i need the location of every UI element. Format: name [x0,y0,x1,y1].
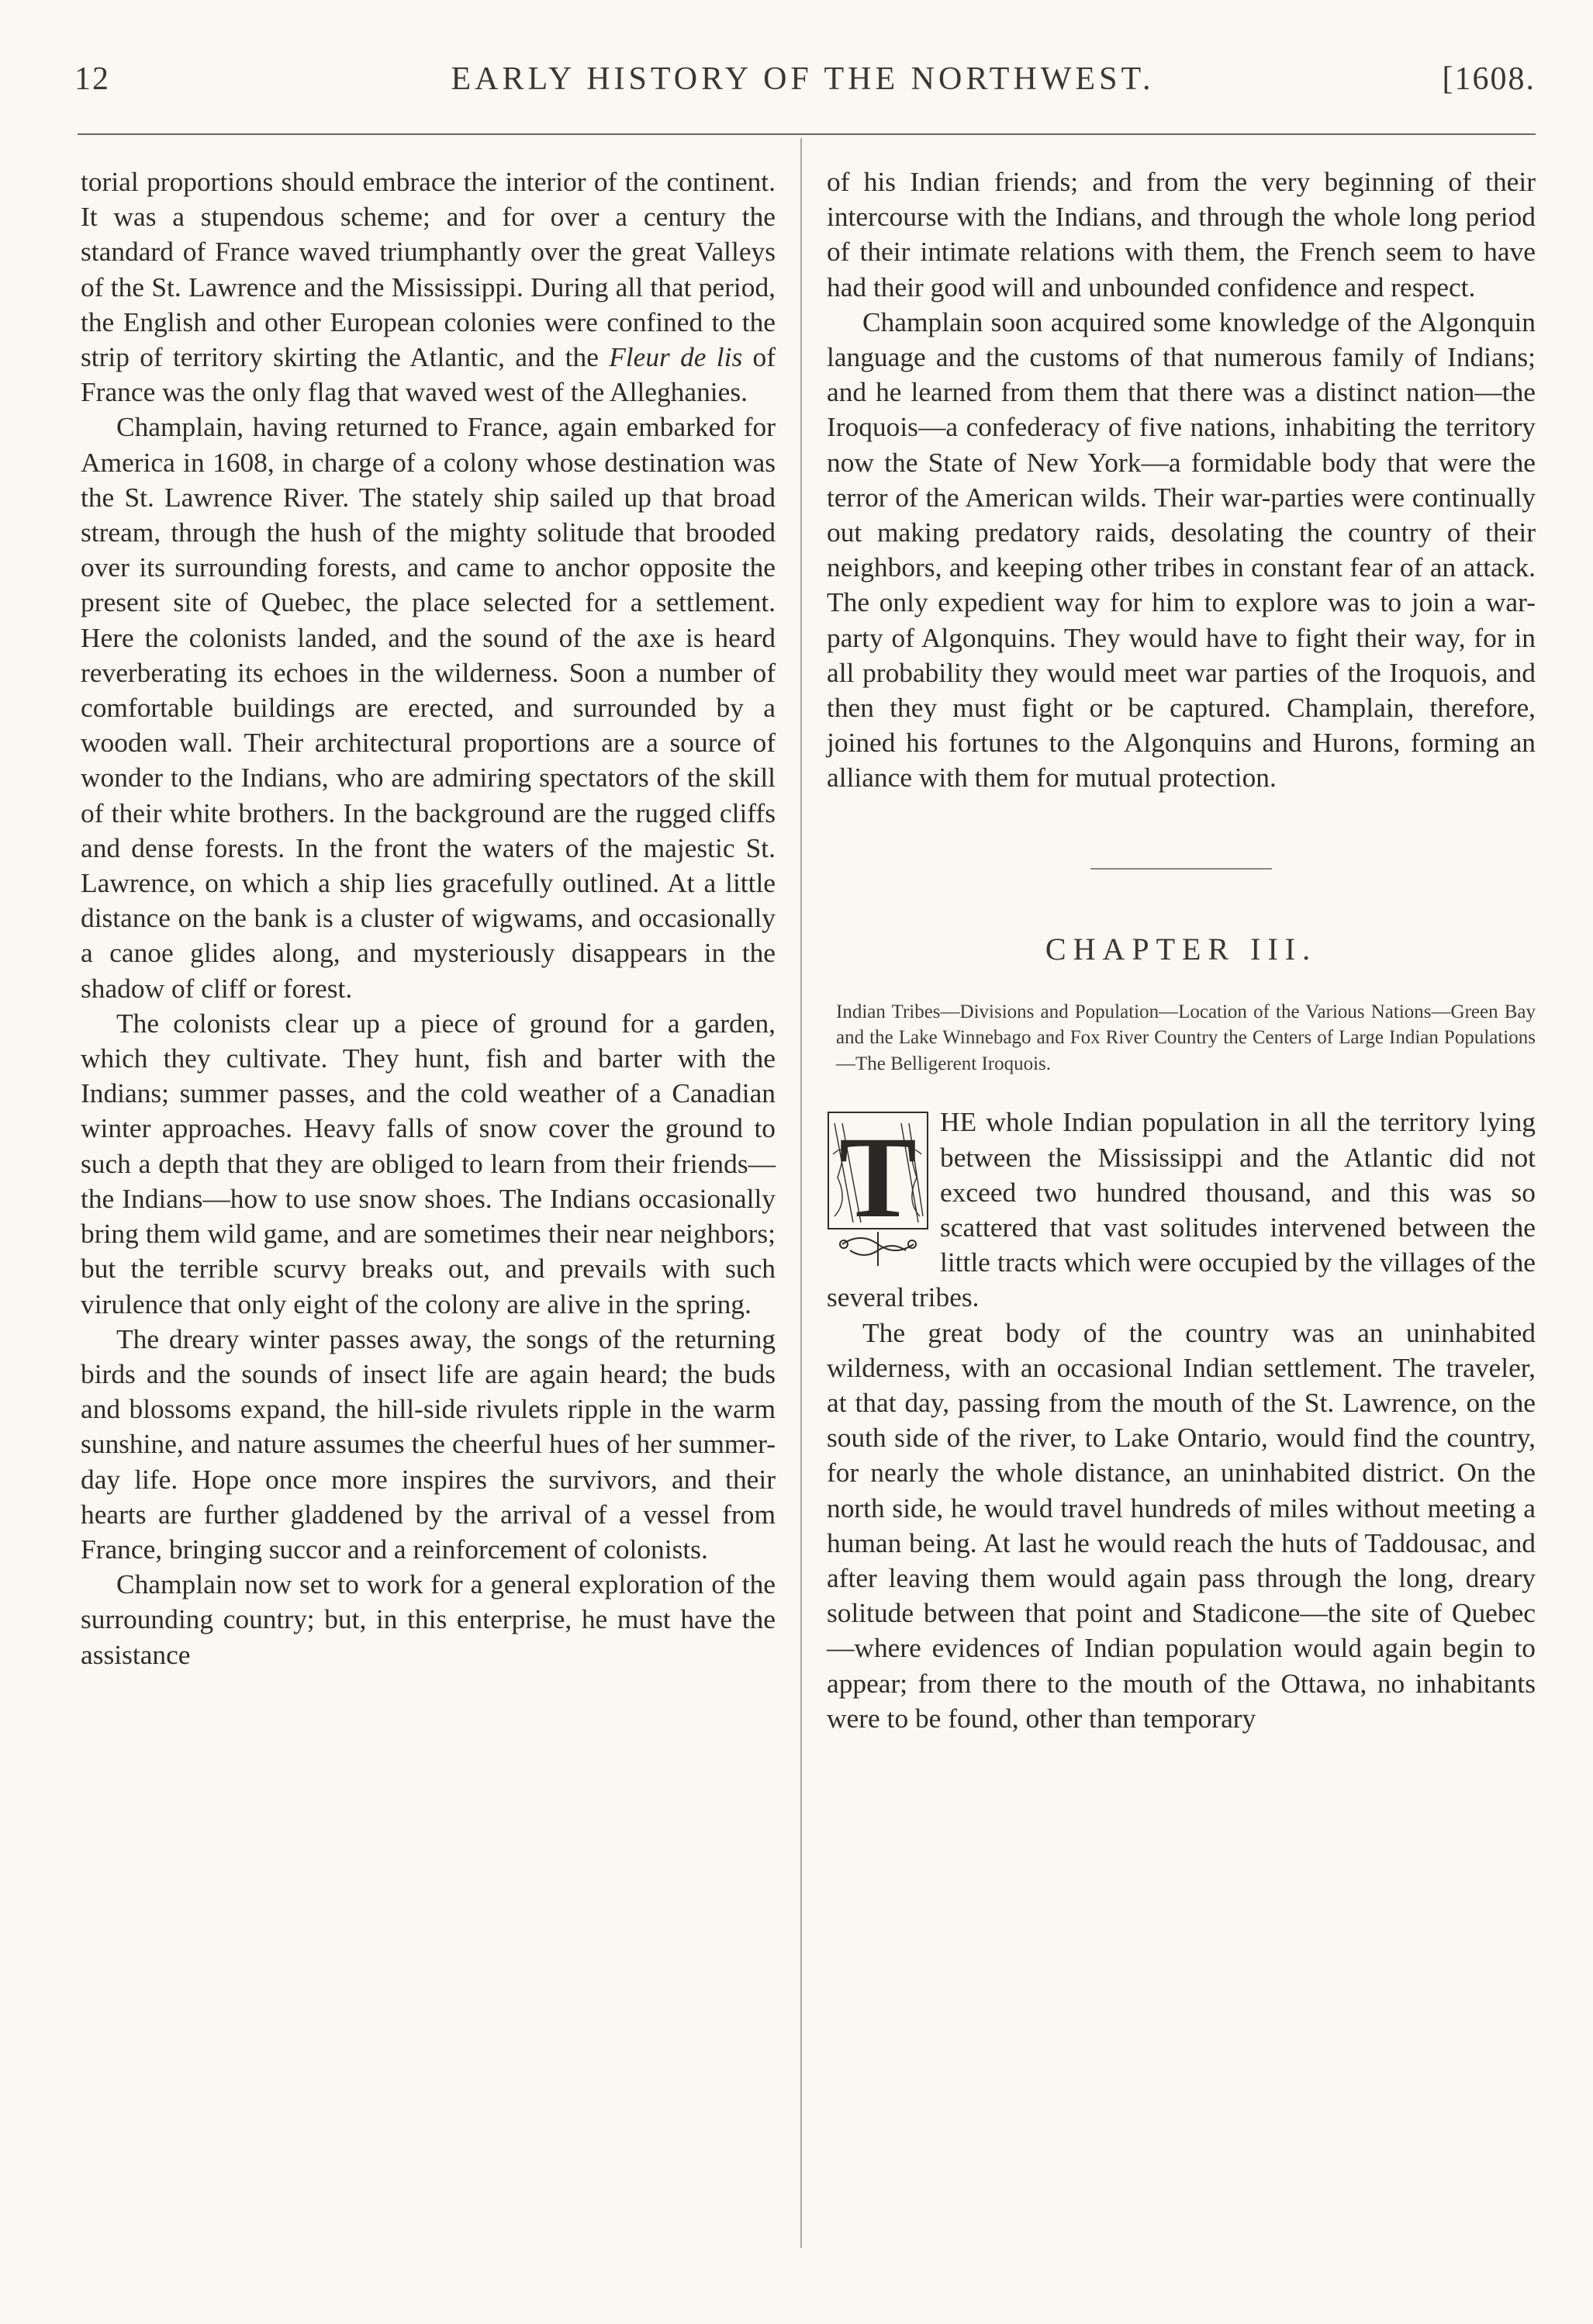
paragraph: torial proportions should embrace the interior of the continent. It was a stupendous scheme; and for over a century the standard of France waved triumphantly over the great Valleys of the St. Lawrence and the Mississippi. During all that period, the English and other European colonies were confined to the strip of territory skirting the Atlantic, and the Fleur de lis of France was the only flag that waved west of the Alleghanies. [81,166,776,408]
drop-cap-letter: T [838,1113,917,1243]
paragraph: The colonists clear up a piece of ground for a garden, which they cultivate. They hunt, fish and barter with the Indians; summer passes, and the cold weather of a Canadian winter approaches. Heavy falls of snow cover the ground to such a depth that they are obliged to learn from their friends—the Indians—how to use snow shoes. The Indians occasionally bring them wild game, and are sometimes their near neighbors; but the terrible scurvy breaks out, and prevails with such virulence that only eight of the colony are alive in the spring. [81,1007,776,1319]
year-marker: [1608. [1442,61,1536,97]
left-column [81,164,776,1672]
running-title: EARLY HISTORY OF THE NORTHWEST. [451,61,1155,97]
paragraph: Champlain soon acquired some knowledge of the Algonquin language and the customs of that numerous family of Indians; and he learned from them that there was a distinct nation—the Iroquois—a confederacy of five nations, inhabiting the territory now the State of New York—a formidable body that were the terror of the American wilds. Their war-parties were continually out making predatory raids, desolating the country of their neighbors, and keeping other tribes in constant fear of an attack. The only expedient way for him to explore was to join a war-party of Algonquins. They would have to fight their way, for in all probability they would meet war parties of the Iroquois, and then they must fight or be captured. Champlain, therefore, joined his fortunes to the Algonquins and Hurons, forming an alliance with them for mutual protection. [827,306,1536,794]
chapter-synopsis: Indian Tribes—Divisions and Population—Location of the Various Nations—Green Bay and the Lake Winnebago and Fox River Country the Centers of Large Indian Populations—The Belligerent Iroquois. [836,1001,1536,1074]
ornamental-drop-cap-icon [827,1108,929,1267]
paragraph: Champlain, having returned to France, again embarked for America in 1608, in charge of a colony whose destination was the St. Lawrence River. The stately ship sailed up that broad stream, through the hush of the mighty solitude that brooded over its surrounding forests, and came to anchor opposite the present site of Quebec, the place selected for a settlement. Here the colonists landed, and the sound of the axe is heard reverberating its echoes in the wilderness. Soon a number of comfortable buildings are erected, and surrounded by a wooden wall. Their architectural proportions are a source of wonder to the Indians, who are admiring spectators of the skill of their white brothers. In the background are the rugged cliffs and dense forests. In the front the waters of the majestic St. Lawrence, on which a ship lies gracefully outlined. At a little distance on the bank is a cluster of wigwams, and occasionally a canoe glides along, and mysteriously disappears in the shadow of cliff or forest. [81,411,776,1004]
italic-phrase: Fleur de lis [609,341,743,373]
chapter-heading: CHAPTER III. [1045,931,1318,967]
chapter-first-paragraph [827,1105,1536,1315]
page-number: 12 [74,61,110,97]
right-column [827,164,1536,1736]
running-header [70,61,1536,107]
section-rule [1090,868,1272,870]
header-rule [78,133,1536,135]
paragraph: The great body of the country was an uninhabited wilderness, with an occasional Indian settlement. The traveler, at that day, passing from the mouth of the St. Lawrence, on the south side of the river, to Lake Ontario, would find the country, for nearly the whole distance, an uninhabited district. On the north side, he would travel hundreds of miles without meeting a human being. At last he would reach the huts of Taddousac, and after leaving them would again pass through the long, dreary solitude between that point and Stadicone—the site of Quebec—where evidences of Indian population would again begin to appear; from there to the mouth of the Ottawa, no inhabitants were to be found, other than temporary [827,1316,1536,1734]
paragraph: Champlain now set to work for a general exploration of the surrounding country; but, in this enterprise, he must have the assistance [81,1568,776,1670]
first-paragraph-text: HE whole Indian population in all the territory lying between the Mississippi and the Atlantic did not exceed two hundred thousand, and this was so scattered that vast solitudes intervened between the little tracts which were occupied by the villages of the several tribes. [827,1106,1536,1313]
paragraph: of his Indian friends; and from the very beginning of their intercourse with the Indians, and through the whole long period of their intimate relations with them, the French seem to have had their good will and unbounded confidence and respect. [827,166,1536,303]
column-divider [800,138,802,2248]
paragraph: The dreary winter passes away, the songs of the returning birds and the sounds of insect life are again heard; the buds and blossoms expand, the hill-side rivulets ripple in the warm sunshine, and nature assumes the cheerful hues of her summer-day life. Hope once more inspires the survivors, and their hearts are further gladdened by the arrival of a vessel from France, bringing succor and a reinforcement of colonists. [81,1323,776,1565]
